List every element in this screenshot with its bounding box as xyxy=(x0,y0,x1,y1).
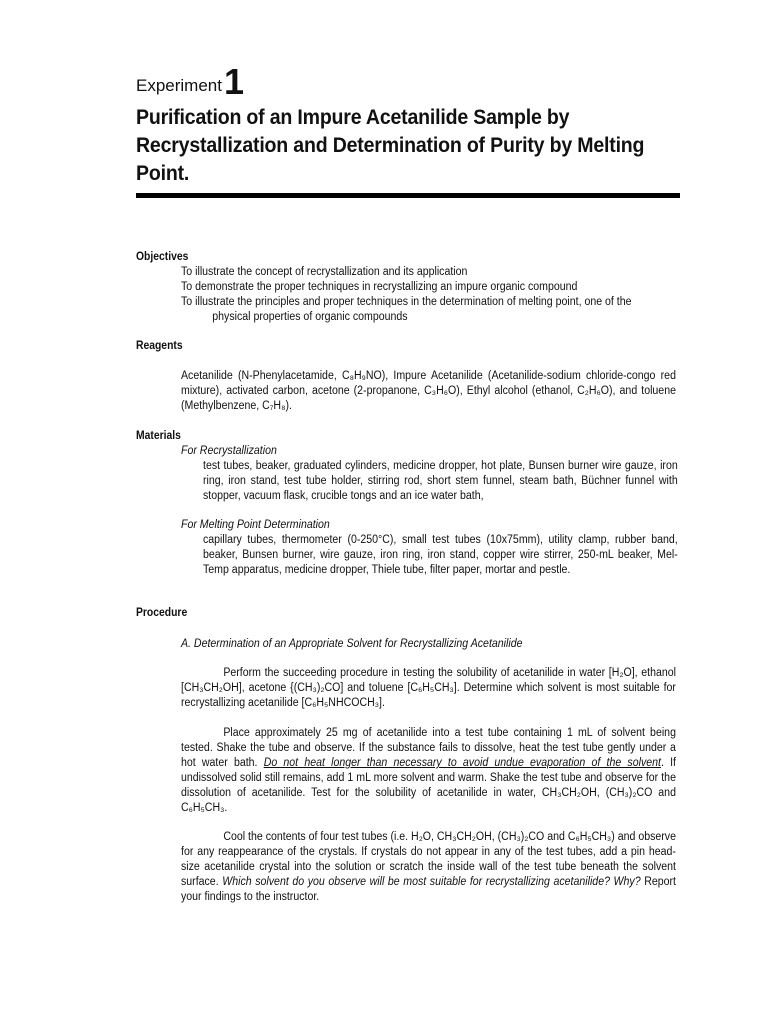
objectives-heading: Objectives xyxy=(136,251,189,263)
procedure-p2-text-b: . If undissolved solid still remains, add 1 mL more solvent and warm. Shake the test tube and observe for the dissolution of acetanilide. Test for the solubility of acetanilide in water, CH₃CH₂OH, (CH₃)₂CO and C₆H₅CH₃. xyxy=(181,757,676,814)
title-divider xyxy=(136,193,680,198)
recrystallization-subheading: For Recrystallization xyxy=(181,445,277,457)
procedure-heading: Procedure xyxy=(136,607,188,619)
objective-item: To illustrate the concept of recrystallization and its application xyxy=(181,266,468,278)
experiment-label xyxy=(136,61,245,102)
procedure-part-a-heading: A. Determination of an Appropriate Solvent for Recrystallizing Acetanilide xyxy=(181,638,523,650)
objective-item: To illustrate the principles and proper techniques in the determination of melting point, one of the xyxy=(181,296,632,308)
procedure-p2-warning: Do not heat longer than necessary to avoid undue evaporation of the solvent xyxy=(263,757,661,769)
procedure-paragraph-2 xyxy=(181,726,676,816)
objective-item: physical properties of organic compounds xyxy=(212,311,408,323)
procedure-p3-text-b: Report your findings to the instructor. xyxy=(181,876,676,903)
recrystallization-materials: test tubes, beaker, graduated cylinders, medicine dropper, hot plate, Bunsen burner wire gauze, iron ring, iron stand, test tube holder, stirring rod, short stem funnel, steam bath, Büchner funnel with stopper, vacuum flask, crucible tongs and an ice water bath, xyxy=(203,460,678,502)
page-title: Purification of an Impure Acetanilide Sample by Recrystallization and Determination of Purity by Melting Point. xyxy=(136,106,645,185)
materials-heading: Materials xyxy=(136,430,181,442)
experiment-word: Experiment xyxy=(136,76,222,95)
procedure-p3-question: Which solvent do you observe will be most suitable for recrystallizing acetanilide? Why? xyxy=(222,876,641,888)
melting-point-materials: capillary tubes, thermometer (0-250°C), small test tubes (10x75mm), utility clamp, rubber band, beaker, Bunsen burner, wire gauze, iron ring, iron stand, copper wire stirrer, 250-mL beaker, Mel-Temp apparatus, medicine dropper, Thiele tube, filter paper, mortar and pestle. xyxy=(203,534,678,576)
melting-point-subheading: For Melting Point Determination xyxy=(181,519,330,531)
reagents-heading: Reagents xyxy=(136,340,183,352)
procedure-p1-text: Perform the succeeding procedure in testing the solubility of acetanilide in water [H₂O], ethanol [CH₃CH₂OH], acetone {(CH₃)₂CO] and toluene [C₆H₅CH₃]. Determine which solvent is most suitable for recrystallizing acetanilide [C₆H₅NHCOCH₃]. xyxy=(181,667,676,709)
procedure-p2-text-a: Place approximately 25 mg of acetanilide into a test tube containing 1 mL of solvent being tested. Shake the tube and observe. If the substance fails to dissolve, heat the test tube gently under a hot water bath. xyxy=(181,727,676,769)
procedure-paragraph-3 xyxy=(181,830,676,905)
objectives-list xyxy=(181,265,696,325)
procedure-paragraph-1 xyxy=(181,666,676,711)
experiment-number: 1 xyxy=(223,61,245,102)
procedure-p3-text-a: Cool the contents of four test tubes (i.e. H₂O, CH₃CH₂OH, (CH₃)₂CO and C₆H₅CH₃) and observe for any reappearance of the crystals. If crystals do not appear in any of the test tubes, add a pin head-size acetanilide crystal into the solution or scratch the inside wall of the test tube beneath the solvent surface. xyxy=(181,831,676,888)
objective-item: To demonstrate the proper techniques in recrystallizing an impure organic compound xyxy=(181,281,578,293)
reagents-text: Acetanilide (N-Phenylacetamide, C₈H₉NO), Impure Acetanilide (Acetanilide-sodium chloride-congo red mixture), activated carbon, acetone (2-propanone, C₃H₆O), Ethyl alcohol (ethanol, C₂H₆O), and toluene (Methylbenzene, C₇H₈). xyxy=(181,370,676,412)
